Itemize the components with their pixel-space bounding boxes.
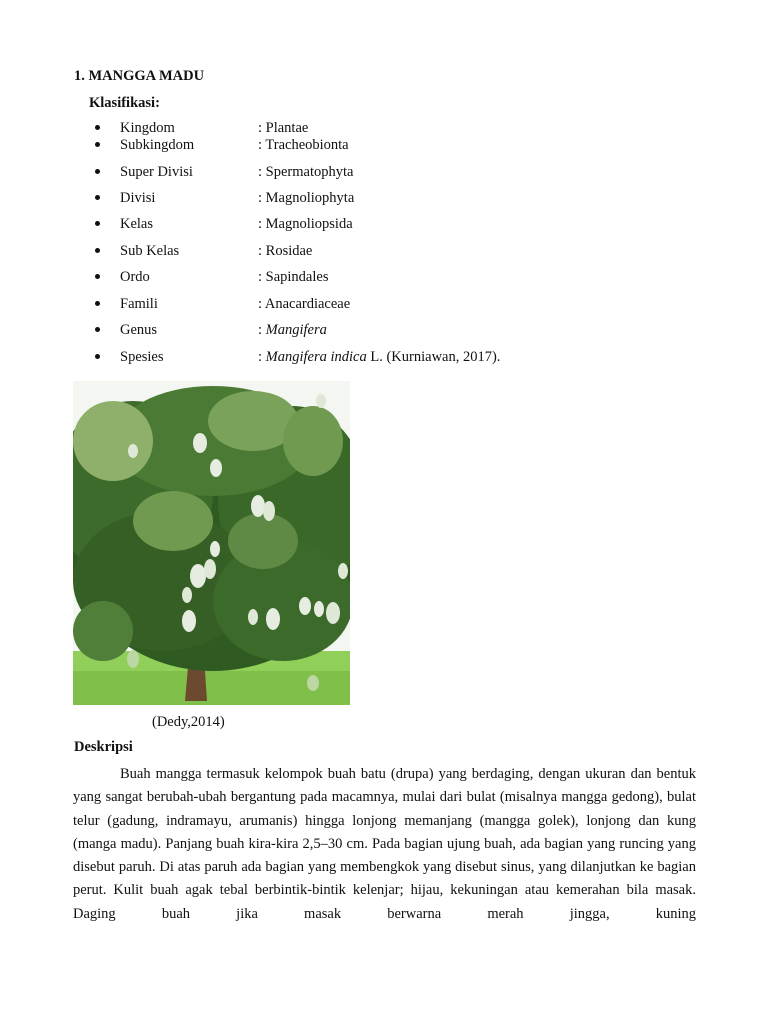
mango-tree-photo	[73, 381, 350, 705]
taxonomy-value: : Magnoliopsida	[258, 216, 353, 232]
taxonomy-value: : Plantae	[258, 120, 309, 136]
bullet-icon	[95, 169, 100, 174]
taxonomy-value: : Sapindales	[258, 269, 329, 285]
taxonomy-item-spesies	[0, 349, 768, 367]
taxonomy-rank: Spesies	[120, 349, 164, 365]
section-heading: 1. MANGGA MADU	[74, 68, 205, 84]
taxonomy-item-famili	[0, 296, 768, 314]
taxonomy-value: : Rosidae	[258, 243, 313, 259]
taxonomy-rank: Ordo	[120, 269, 150, 285]
taxonomy-value	[258, 322, 327, 339]
taxonomy-item-divisi	[0, 190, 768, 208]
taxonomy-rank: Kelas	[120, 216, 154, 232]
bullet-icon	[95, 142, 100, 147]
taxonomy-value: : Anacardiaceae	[258, 296, 351, 312]
taxonomy-item-sub-kelas	[0, 243, 768, 261]
taxonomy-rank: Subkingdom	[120, 137, 195, 153]
taxonomy-rank: Famili	[120, 296, 158, 312]
taxonomy-item-super-divisi	[0, 164, 768, 182]
taxonomy-rank: Divisi	[120, 190, 156, 206]
taxonomy-value: : Magnoliophyta	[258, 190, 355, 206]
taxonomy-item-kelas	[0, 216, 768, 234]
bullet-icon	[95, 301, 100, 306]
taxonomy-item-genus	[0, 322, 768, 340]
classification-title: Klasifikasi:	[89, 95, 160, 111]
taxonomy-item-ordo	[0, 269, 768, 287]
taxonomy-rank: Super Divisi	[120, 164, 193, 180]
taxonomy-rank: Kingdom	[120, 120, 175, 136]
bullet-icon	[95, 274, 100, 279]
description-paragraph: Buah mangga termasuk kelompok buah batu (drupa) yang berdaging, dengan ukuran dan bentuk yang sangat berubah-ubah bergantung pada macamnya, mulai dari bulat (misalnya mangga gedong), bulat telur (gadung, indramayu, arumanis) hingga lonjong memanjang (mangga golek), lonjong dan kung (manga madu). Panjang buah kira-kira 2,5–30 cm. Pada bagian ujung buah, ada bagian yang runcing yang disebut paruh. Di atas paruh ada bagian yang membengkok yang disebut sinus, yang dilanjutkan ke bagian perut. Kulit buah agak tebal berbintik-bintik kelenjar; hijau, kekuningan atau kemerahan bila masak. Daging buah jika masak berwarna merah jingga, kuning	[73, 766, 696, 922]
taxonomy-value-italic: Mangifera	[265, 322, 327, 338]
mango-tree-illustration	[73, 381, 350, 705]
taxonomy-value-suffix: L. (Kurniawan, 2017).	[366, 349, 501, 365]
bullet-icon	[95, 125, 100, 130]
taxonomy-value-prefix: :	[258, 349, 266, 365]
description-title: Deskripsi	[74, 739, 133, 755]
taxonomy-rank: Sub Kelas	[120, 243, 180, 259]
bullet-icon	[95, 354, 100, 359]
taxonomy-item-kingdom	[0, 120, 768, 138]
taxonomy-value: : Tracheobionta	[258, 137, 349, 153]
taxonomy-rank: Genus	[120, 322, 158, 338]
photo-caption: (Dedy,2014)	[152, 714, 225, 730]
bullet-icon	[95, 195, 100, 200]
bullet-icon	[95, 221, 100, 226]
taxonomy-item-subkingdom	[0, 137, 768, 155]
taxonomy-value: : Spermatophyta	[258, 164, 354, 180]
taxonomy-value-italic: Mangifera indica	[265, 349, 367, 365]
bullet-icon	[95, 327, 100, 332]
taxonomy-value	[258, 349, 500, 366]
bullet-icon	[95, 248, 100, 253]
taxonomy-value-prefix: :	[258, 322, 266, 338]
